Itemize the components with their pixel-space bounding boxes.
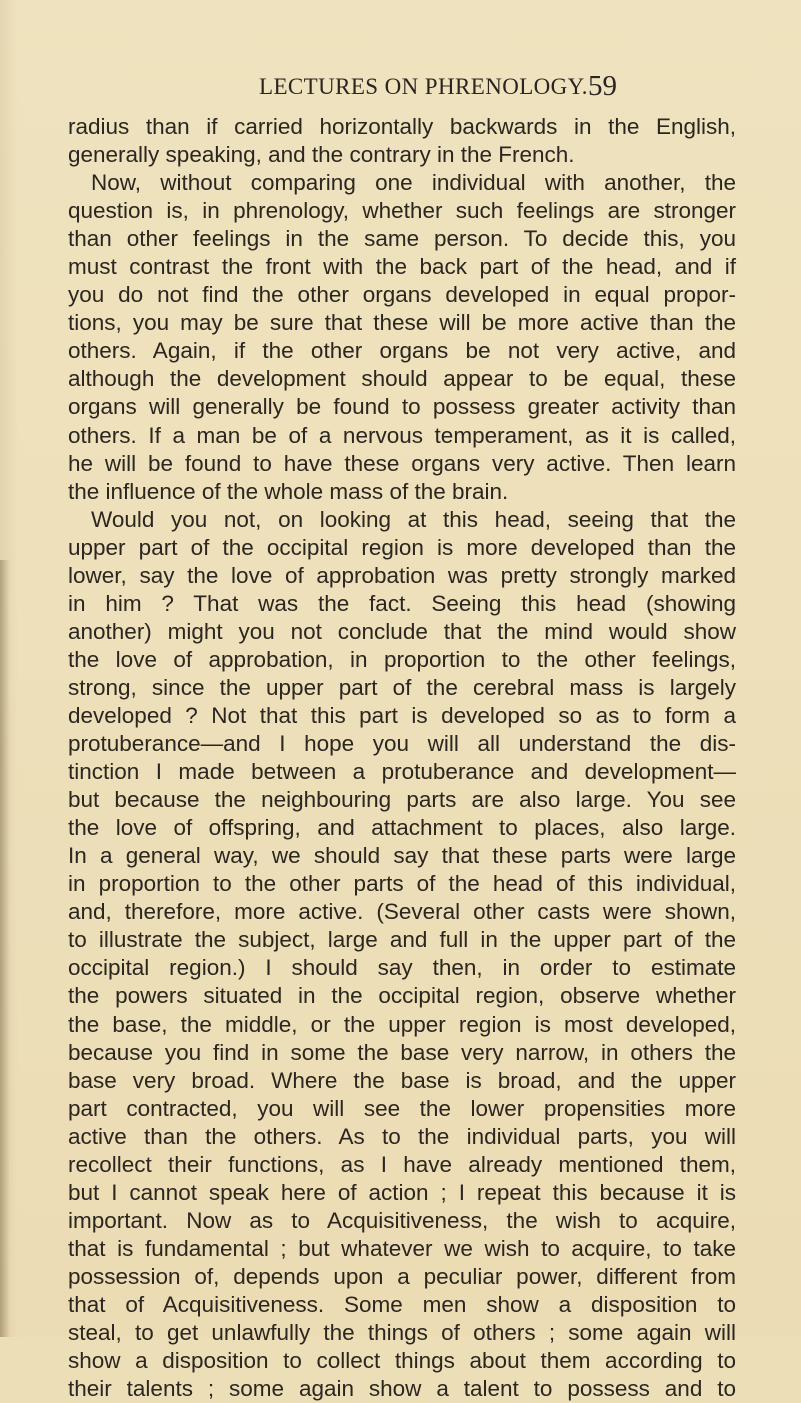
text-line: radius than if carried horizontally backwards in the English, bbox=[68, 114, 736, 139]
text-line: upper part of the occipital region is more developed than the bbox=[68, 534, 736, 560]
text-line: the powers situated in the occipital region, observe whether bbox=[68, 983, 736, 1009]
text-line: tions, you may be sure that these will be more active than the bbox=[68, 310, 736, 336]
text-line: possession of, depends upon a peculiar power, different from bbox=[68, 1263, 736, 1289]
text-line: active than the others. As to the individual parts, you will bbox=[68, 1123, 736, 1149]
text-line: recollect their functions, as I have already mentioned them, bbox=[68, 1151, 736, 1177]
text-line: question is, in phrenology, whether such feelings are stronger bbox=[68, 198, 736, 224]
text-line: in him ? That was the fact. Seeing this head (showing bbox=[68, 590, 736, 616]
running-title: LECTURES ON PHRENOLOGY. bbox=[259, 74, 588, 99]
text-line: in proportion to the other parts of the head of this individual, bbox=[68, 871, 736, 897]
text-line: important. Now as to Acquisitiveness, the wish to acquire, bbox=[68, 1207, 736, 1233]
page-number: 59 bbox=[588, 70, 617, 102]
text-line: that of Acquisitiveness. Some men show a disposition to bbox=[68, 1291, 736, 1317]
text-line: the love of approbation, in proportion to the other feelings, bbox=[68, 646, 736, 672]
text-line: show a disposition to collect things about them according to bbox=[68, 1348, 736, 1374]
text-line: another) might you not conclude that the mind would show bbox=[68, 618, 736, 644]
text-line: but because the neighbouring parts are also large. You see bbox=[68, 787, 736, 813]
text-line: others. If a man be of a nervous temperament, as it is called, bbox=[68, 422, 736, 448]
text-line: than other feelings in the same person. To decide this, you bbox=[68, 226, 736, 252]
text-line: the influence of the whole mass of the brain. bbox=[68, 478, 509, 504]
text-line: protuberance—and I hope you will all understand the dis- bbox=[68, 731, 736, 757]
text-line: but I cannot speak here of action ; I repeat this because it is bbox=[68, 1179, 736, 1205]
text-line: organs will generally be found to possess greater activity than bbox=[68, 394, 736, 420]
text-line: he will be found to have these organs very active. Then learn bbox=[68, 450, 736, 476]
text-line: others. Again, if the other organs be not very active, and bbox=[68, 338, 736, 364]
text-line: developed ? Not that this part is developed so as to form a bbox=[68, 702, 736, 728]
text-line: In a general way, we should say that these parts were large bbox=[68, 843, 736, 869]
text-line: the love of offspring, and attachment to places, also large. bbox=[68, 815, 736, 841]
text-line: part contracted, you will see the lower propensities more bbox=[68, 1095, 736, 1121]
text-line: their talents ; some again show a talent to possess and to bbox=[68, 1376, 736, 1402]
text-line: the base, the middle, or the upper region is most developed, bbox=[68, 1011, 736, 1037]
body-text bbox=[68, 113, 736, 1403]
page-gutter-shadow bbox=[0, 560, 10, 1337]
text-line: to illustrate the subject, large and full in the upper part of the bbox=[68, 927, 736, 953]
text-line: generally speaking, and the contrary in the French. bbox=[68, 142, 575, 168]
text-line: strong, since the upper part of the cerebral mass is largely bbox=[68, 674, 736, 700]
running-header bbox=[259, 70, 759, 104]
text-line: Would you not, on looking at this head, seeing that the bbox=[91, 506, 736, 532]
text-line: steal, to get unlawfully the things of others ; some again will bbox=[68, 1320, 736, 1346]
text-line: and, therefore, more active. (Several other casts were shown, bbox=[68, 899, 736, 925]
text-line: lower, say the love of approbation was pretty strongly marked bbox=[68, 562, 736, 588]
text-line: tinction I made between a protuberance and development— bbox=[68, 759, 736, 785]
text-line: base very broad. Where the base is broad, and the upper bbox=[68, 1067, 736, 1093]
text-line: must contrast the front with the back part of the head, and if bbox=[68, 254, 736, 280]
text-line: you do not find the other organs developed in equal propor- bbox=[68, 282, 736, 308]
text-line: occipital region.) I should say then, in order to estimate bbox=[68, 955, 736, 981]
text-line: because you find in some the base very narrow, in others the bbox=[68, 1039, 736, 1065]
text-line: although the development should appear to be equal, these bbox=[68, 366, 736, 392]
text-line: that is fundamental ; but whatever we wish to acquire, to take bbox=[68, 1235, 736, 1261]
text-line: Now, without comparing one individual with another, the bbox=[91, 170, 736, 196]
